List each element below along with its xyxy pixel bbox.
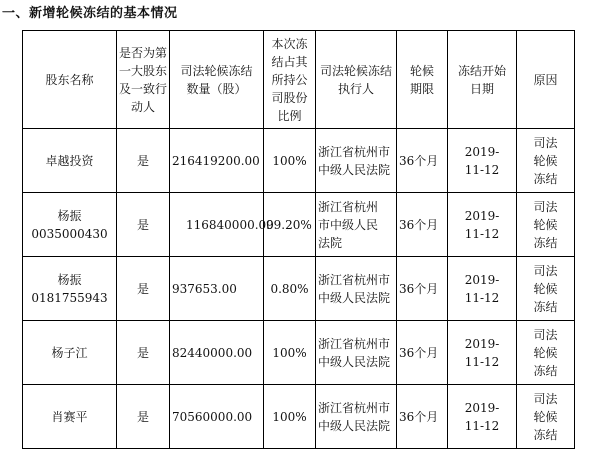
- quantity-cell: 216419200.00: [170, 129, 264, 193]
- quantity-cell: 116840000.00: [170, 193, 264, 257]
- header-shareholder-name: 股东名称: [23, 31, 117, 129]
- header-is-controlling: 是否为第一大股东及一致行动人: [117, 31, 170, 129]
- table-row: [23, 193, 575, 257]
- table-row: [23, 385, 575, 449]
- ratio-cell: 100%: [264, 385, 316, 449]
- header-start-date: 冻结开始日期: [448, 31, 517, 129]
- freeze-table: [22, 30, 575, 449]
- reason-cell: 司法轮候冻结: [517, 129, 575, 193]
- shareholder-name: 卓越投资: [45, 153, 94, 168]
- executor-cell: 浙江省杭州市中级人民法院: [316, 129, 397, 193]
- shareholder-name: 杨子江: [51, 345, 88, 360]
- period-cell: 36个月: [397, 257, 448, 321]
- executor-cell: 浙江省杭州市中级人民法院: [316, 321, 397, 385]
- quantity-cell: 70560000.00: [170, 385, 264, 449]
- executor-cell: 浙江省杭州市中级人民法院: [316, 193, 397, 257]
- shareholder-code: 0035000430: [31, 226, 108, 241]
- reason-cell: 司法轮候冻结: [517, 385, 575, 449]
- reason-cell: 司法轮候冻结: [517, 193, 575, 257]
- ratio-cell: 100%: [264, 129, 316, 193]
- shareholder-name: 杨振: [57, 272, 82, 287]
- quantity-cell: 937653.00: [170, 257, 264, 321]
- start-date-cell: 2019-11-12: [448, 193, 517, 257]
- ratio-cell: 100%: [264, 321, 316, 385]
- is-controlling-cell: 是: [117, 385, 170, 449]
- start-date-cell: 2019-11-12: [448, 257, 517, 321]
- shareholder-name-cell: [23, 257, 117, 321]
- shareholder-name-cell: [23, 385, 117, 449]
- header-ratio: 本次冻结占其所持公司股份比例: [264, 31, 316, 129]
- ratio-cell: 99.20%: [264, 193, 316, 257]
- shareholder-code: 0181755943: [31, 290, 108, 305]
- is-controlling-cell: 是: [117, 193, 170, 257]
- is-controlling-cell: 是: [117, 257, 170, 321]
- executor-cell: 浙江省杭州市中级人民法院: [316, 257, 397, 321]
- shareholder-name-cell: [23, 321, 117, 385]
- header-freeze-quantity: 司法轮候冻结数量（股）: [170, 31, 264, 129]
- is-controlling-cell: 是: [117, 129, 170, 193]
- period-cell: 36个月: [397, 193, 448, 257]
- header-period: 轮候期限: [397, 31, 448, 129]
- table-row: [23, 321, 575, 385]
- shareholder-name: 杨振: [57, 208, 82, 223]
- reason-cell: 司法轮候冻结: [517, 257, 575, 321]
- shareholder-name-cell: [23, 193, 117, 257]
- table-header-row: [23, 31, 575, 129]
- start-date-cell: 2019-11-12: [448, 385, 517, 449]
- shareholder-name-cell: [23, 129, 117, 193]
- start-date-cell: 2019-11-12: [448, 129, 517, 193]
- start-date-cell: 2019-11-12: [448, 321, 517, 385]
- period-cell: 36个月: [397, 385, 448, 449]
- table-row: [23, 129, 575, 193]
- period-cell: 36个月: [397, 321, 448, 385]
- executor-cell: 浙江省杭州市中级人民法院: [316, 385, 397, 449]
- header-reason: 原因: [517, 31, 575, 129]
- shareholder-name: 肖赛平: [51, 409, 88, 424]
- reason-cell: 司法轮候冻结: [517, 321, 575, 385]
- quantity-cell: 82440000.00: [170, 321, 264, 385]
- ratio-cell: 0.80%: [264, 257, 316, 321]
- table-row: [23, 257, 575, 321]
- period-cell: 36个月: [397, 129, 448, 193]
- is-controlling-cell: 是: [117, 321, 170, 385]
- header-executor: 司法轮候冻结执行人: [316, 31, 397, 129]
- section-title: 一、新增轮候冻结的基本情况: [2, 6, 178, 21]
